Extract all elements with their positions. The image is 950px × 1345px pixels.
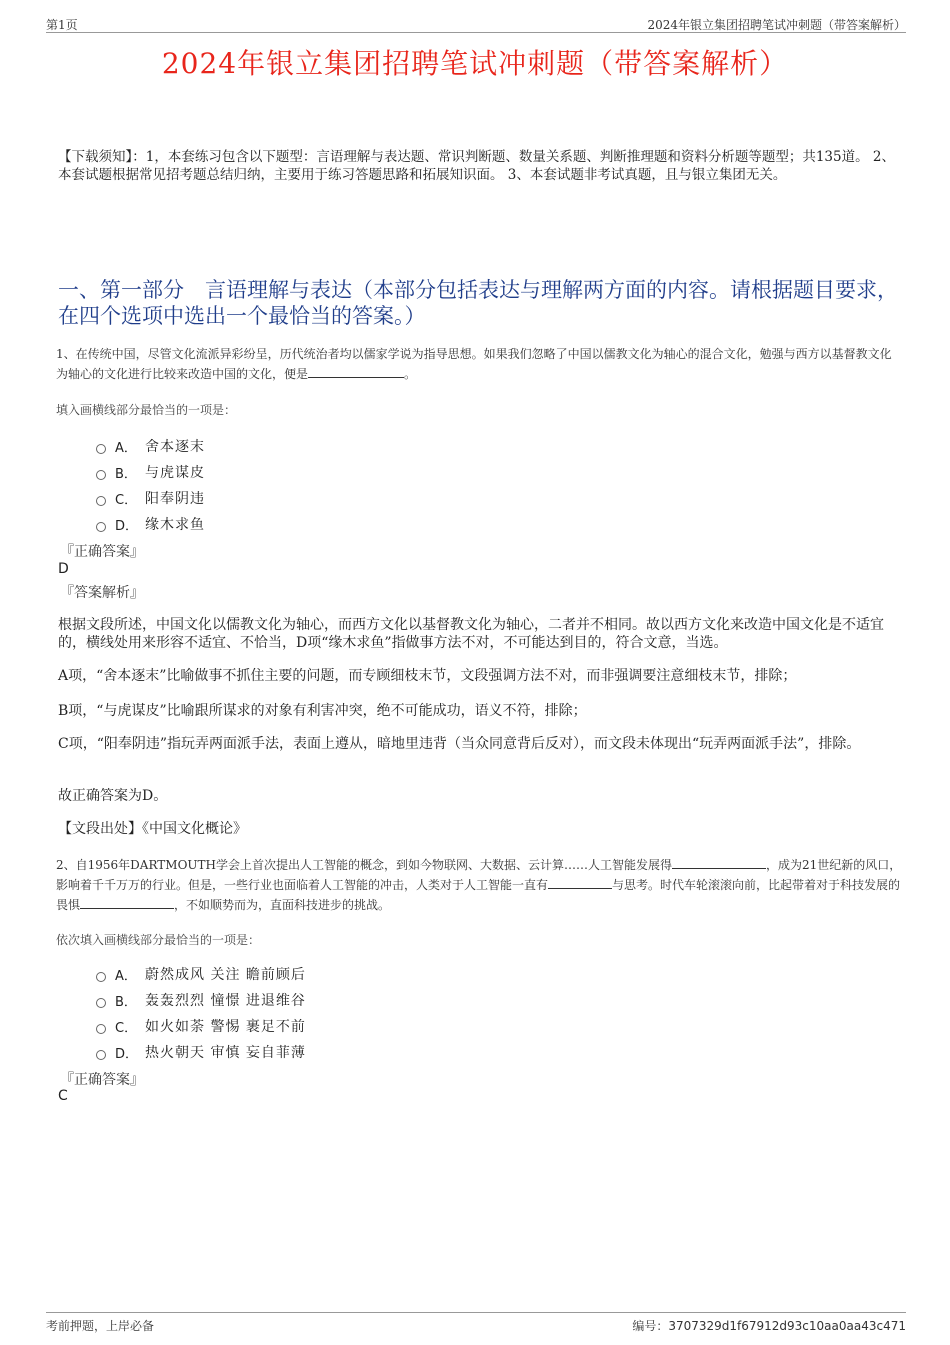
option-text: 蔚然成风 关注 瞻前顾后: [145, 967, 306, 983]
question-2-text: [56, 855, 902, 915]
page-footer: [46, 1312, 906, 1337]
correct-answer: D: [58, 561, 69, 577]
download-notice: 【下载须知】：1，本套练习包含以下题型：言语理解与表达题、常识判断题、数量关系题、判断推理题和资料分析题等题型；共135道。 2、本套试题根据常见招考题总结归纳，主要用于练习答题思路和拓展知识面。 3、本套试题非考试真题，且与银立集团无关。: [58, 149, 895, 183]
option-text: 热火朝天 审慎 妄自菲薄: [145, 1045, 306, 1061]
question-2-stem: ，成为21世纪新的风口，影响着千千万万的行业。但是，一些行业也面临着人工智能的冲击，人类对于人工智能一直有: [56, 858, 902, 892]
option-letter: B．: [115, 466, 137, 482]
option-text: 舍本逐末: [145, 439, 205, 455]
option-d[interactable]: [96, 1039, 306, 1065]
question-1-options: [96, 433, 205, 537]
option-text: 缘木求鱼: [145, 517, 205, 533]
option-b[interactable]: [96, 459, 205, 485]
option-text: 轰轰烈烈 憧憬 进退维谷: [145, 993, 306, 1009]
document-title: 2024年银立集团招聘笔试冲刺题（带答案解析）: [161, 47, 789, 80]
option-d[interactable]: [96, 511, 205, 537]
page-header: [46, 14, 906, 33]
question-2-prompt: 依次填入画横线部分最恰当的一项是：: [56, 933, 261, 947]
radio-button[interactable]: [96, 972, 106, 982]
answer-blank: [672, 855, 766, 869]
option-letter: D．: [115, 518, 139, 534]
option-text: 如火如荼 警惕 裹足不前: [145, 1019, 306, 1035]
radio-button[interactable]: [96, 1050, 106, 1060]
analysis-paragraph: 根据文段所述，中国文化以儒教文化为轴心，而西方文化以基督教文化为轴心，二者并不相同。故以西方文化来改造中国文化是不适宜的，横线处用来形容不适宜、不恰当，D项“缘木求鱼”指做事方法不对，不可能达到目的，符合文意，当选。: [58, 617, 884, 651]
answer-blank: [80, 895, 174, 909]
page-number: 第1页: [46, 18, 78, 32]
option-letter: A．: [115, 440, 137, 456]
radio-button[interactable]: [96, 1024, 106, 1034]
option-a[interactable]: [96, 433, 205, 459]
correct-answer-label: 『正确答案』: [60, 544, 144, 560]
section-title: 一、第一部分 言语理解与表达（本部分包括表达与理解两方面的内容。请根据题目要求，在四个选项中选出一个最恰当的答案。）: [58, 278, 898, 328]
answer-blank: [548, 875, 612, 889]
footer-code-label: 编号：: [632, 1319, 669, 1333]
radio-button[interactable]: [96, 522, 106, 532]
option-letter: B．: [115, 994, 137, 1010]
correct-answer-label: 『正确答案』: [60, 1072, 144, 1088]
header-doc-name: 2024年银立集团招聘笔试冲刺题（带答案解析）: [647, 18, 906, 32]
answer-blank: [308, 364, 404, 378]
radio-button[interactable]: [96, 444, 106, 454]
option-c[interactable]: [96, 1013, 306, 1039]
footer-code: [632, 1317, 906, 1334]
question-1-text: [56, 345, 902, 384]
source-citation: 【文段出处】《中国文化概论》: [58, 821, 247, 837]
option-a[interactable]: [96, 961, 306, 987]
option-text: 阳奉阴违: [145, 491, 205, 507]
question-2-stem: ，不如顺势而为，直面科技进步的挑战。: [174, 898, 391, 912]
analysis-label: 『答案解析』: [60, 585, 144, 601]
radio-button[interactable]: [96, 496, 106, 506]
analysis-paragraph: B项，“与虎谋皮”比喻跟所谋求的对象有利害冲突，绝不可能成功，语义不符，排除；: [58, 703, 587, 719]
radio-button[interactable]: [96, 998, 106, 1008]
question-1-stem-end: 。: [404, 367, 417, 381]
option-c[interactable]: [96, 485, 205, 511]
correct-answer: C: [58, 1088, 68, 1104]
analysis-paragraph: C项，“阳奉阴违”指玩弄两面派手法，表面上遵从，暗地里违背（当众同意背后反对），而文段未体现出“玩弄两面派手法”，排除。: [58, 736, 861, 752]
question-2-stem: 与思考。时代车轮滚滚向前，比起带着对于科技发展的畏惧: [56, 878, 901, 912]
question-1-prompt: 填入画横线部分最恰当的一项是：: [56, 403, 237, 417]
option-letter: D．: [115, 1046, 139, 1062]
question-1-stem: 1、在传统中国，尽管文化流派异彩纷呈，历代统治者均以儒家学说为指导思想。如果我们忽略了中国以儒教文化为轴心的混合文化，勉强与西方以基督教文化为轴心的文化进行比较来改造中国的文化，便是: [56, 347, 892, 381]
option-letter: A．: [115, 968, 137, 984]
option-b[interactable]: [96, 987, 306, 1013]
option-text: 与虎谋皮: [145, 465, 205, 481]
question-2-stem: 2、自1956年DARTMOUTH学会上首次提出人工智能的概念，到如今物联网、大数据、云计算……人工智能发展得: [56, 858, 672, 872]
footer-code-value: 3707329d1f67912d93c10aa0aa43c471: [668, 1319, 906, 1333]
option-letter: C．: [115, 492, 138, 508]
footer-slogan: 考前押题，上岸必备: [46, 1319, 155, 1333]
radio-button[interactable]: [96, 470, 106, 480]
option-letter: C．: [115, 1020, 138, 1036]
analysis-paragraph: A项，“舍本逐末”比喻做事不抓住主要的问题，而专顾细枝末节，文段强调方法不对，而非强调要注意细枝末节，排除；: [58, 668, 797, 684]
question-2-options: [96, 961, 306, 1065]
analysis-conclusion: 故正确答案为D。: [58, 788, 168, 804]
